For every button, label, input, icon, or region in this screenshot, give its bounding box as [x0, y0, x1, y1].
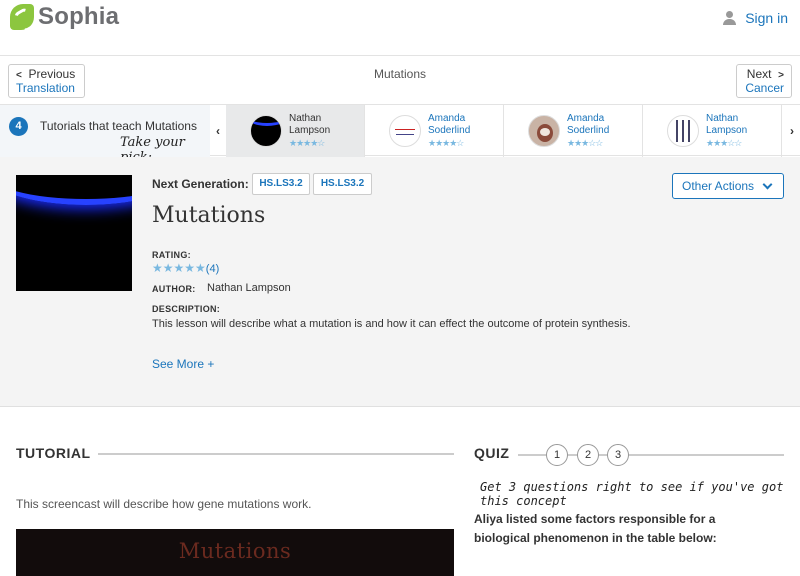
card-rating-stars: ★★★☆☆ — [567, 138, 603, 148]
tutorial-description: This screencast will describe how gene mutations work. — [16, 497, 312, 511]
previous-lesson-name: Translation — [16, 81, 75, 95]
chevron-left-icon: ‹ — [216, 124, 220, 138]
tutorial-thumbnail — [389, 115, 421, 147]
lesson-description: This lesson will describe what a mutation is and how it can effect the outcome of protein synthesis. — [152, 318, 631, 330]
tutorial-heading: TUTORIAL — [16, 445, 91, 461]
card-author-first: Amanda — [428, 113, 466, 124]
sophia-logo[interactable] — [10, 3, 119, 31]
card-rating-stars: ★★★☆☆ — [706, 138, 742, 148]
card-rating-stars: ★★★★☆ — [428, 138, 464, 148]
tutorial-thumbnail — [528, 115, 560, 147]
rating-count: (4) — [205, 263, 220, 275]
chevron-down-icon — [763, 180, 773, 190]
card-author-first: Nathan — [289, 113, 322, 124]
tutorial-card[interactable] — [643, 105, 782, 157]
chevron-right-icon: > — [778, 70, 784, 81]
next-button[interactable] — [736, 64, 792, 98]
logo-text: Sophia — [38, 3, 120, 30]
tutorial-card[interactable] — [365, 105, 504, 157]
quiz-step-1[interactable]: 1 — [546, 444, 568, 466]
sophia-logo-icon — [10, 4, 34, 30]
tutorial-card[interactable] — [226, 105, 365, 157]
ngss-label: Next Generation: — [152, 177, 249, 191]
video-title: Mutations — [178, 539, 292, 563]
card-author-first: Nathan — [706, 113, 739, 124]
card-rating-stars: ★★★★☆ — [289, 138, 325, 148]
take-your-pick: Take your — [120, 135, 185, 150]
standard-tag[interactable]: HS.LS3.2 — [313, 173, 372, 195]
rating-stars: ★★★★★ — [152, 261, 206, 275]
see-more-link[interactable]: See More + — [152, 357, 215, 371]
tutorial-cards — [226, 105, 782, 157]
tutorial-count-badge: 4 — [9, 117, 28, 136]
tutorial-thumbnail — [250, 115, 282, 147]
description-label: DESCRIPTION: — [152, 304, 221, 314]
lesson-navigation — [0, 57, 800, 104]
lesson-rating[interactable] — [152, 261, 219, 275]
quiz-heading: QUIZ — [474, 445, 510, 461]
card-author-first: Amanda — [567, 113, 605, 124]
tutorials-label-panel — [0, 105, 210, 157]
lesson-thumbnail — [16, 175, 132, 291]
quiz-question: Aliya listed some factors responsible for a biological phenomenon in the table below: — [474, 512, 717, 545]
author-name: Nathan Lampson — [207, 282, 291, 294]
other-actions-dropdown[interactable] — [672, 173, 784, 199]
sign-in-label: Sign in — [745, 10, 788, 26]
quiz-hint: Get 3 questions right to see if you've got this concept — [480, 480, 784, 508]
quiz-step-2[interactable]: 2 — [577, 444, 599, 466]
card-author-last: Lampson — [289, 125, 331, 136]
sign-in-link[interactable] — [723, 10, 788, 26]
chevron-left-icon: < — [16, 70, 22, 81]
tutorials-label: Tutorials that teach Mutations — [40, 119, 197, 133]
tutorial-heading-rule — [98, 453, 454, 455]
next-lesson-name: Cancer — [745, 81, 784, 95]
rating-label: RATING: — [152, 250, 191, 260]
standard-tag[interactable]: HS.LS3.2 — [252, 173, 310, 195]
lesson-title: Mutations — [152, 203, 266, 228]
quiz-step-3[interactable]: 3 — [607, 444, 629, 466]
scroll-right-button[interactable] — [784, 105, 800, 157]
card-author-last: Soderlind — [428, 125, 471, 136]
lesson-info — [0, 157, 800, 407]
author-label: AUTHOR: — [152, 284, 196, 294]
tutorial-thumbnail — [667, 115, 699, 147]
nav-title: Mutations — [373, 67, 427, 81]
chevron-right-icon: › — [790, 124, 794, 138]
card-author-last: Soderlind — [567, 125, 610, 136]
video-player[interactable] — [16, 529, 454, 576]
top-header — [0, 0, 800, 56]
next-label: Next — [746, 67, 772, 81]
previous-label: Previous — [28, 67, 76, 81]
scroll-left-button[interactable] — [210, 105, 226, 157]
user-icon — [723, 11, 737, 25]
card-author-last: Lampson — [706, 125, 748, 136]
tutorials-bar — [0, 104, 800, 156]
tutorial-card[interactable] — [504, 105, 643, 157]
other-actions-label: Other Actions — [682, 179, 755, 193]
